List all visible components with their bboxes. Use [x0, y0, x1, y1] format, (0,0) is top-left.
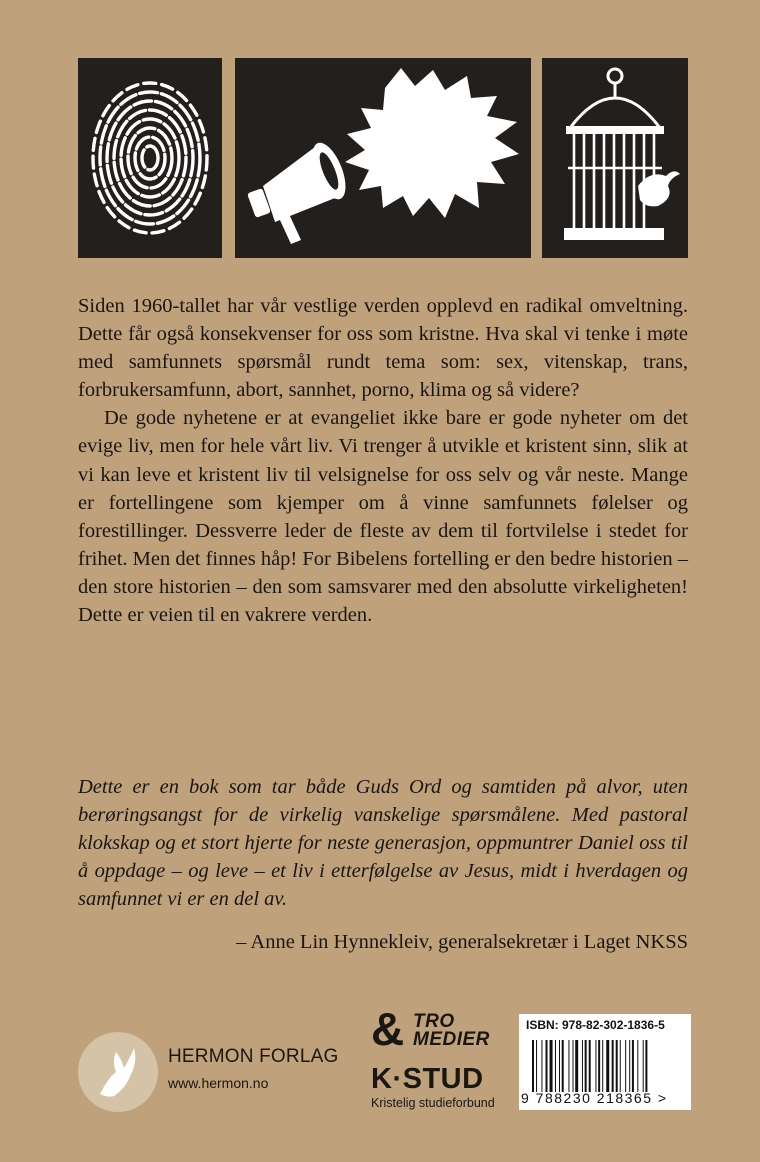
birdcage-dove-icon — [542, 58, 688, 258]
barcode-bar — [573, 1040, 574, 1092]
endorsement-quote: Dette er en bok som tar både Guds Ord og samtiden på alvor, uten berøringsangst for de virkelig vanskelige spørsmålene. Med pastoral klokskap og et stort hjerte for neste generasjon, oppmuntrer Daniel oss til å oppdage – og leve – et liv i etterfølgelse av Jesus, midt i hverdagen og samfunnet vi er en del av. — [78, 776, 688, 911]
barcode-bar — [541, 1040, 542, 1092]
body-text — [78, 292, 688, 629]
barcode-digits: 9 788230 218365 > — [521, 1090, 668, 1106]
barcode-bar — [585, 1040, 587, 1092]
barcode-bar — [582, 1040, 583, 1092]
barcode — [530, 1040, 685, 1092]
barcode-bar — [550, 1040, 553, 1092]
barcode-bar — [598, 1040, 600, 1092]
barcode-bar — [568, 1040, 569, 1092]
megaphone-panel — [235, 58, 531, 258]
tro-line1: TRO — [413, 1011, 455, 1032]
tro-line2: MEDIER — [413, 1029, 490, 1050]
megaphone-speech-bubble-icon — [235, 58, 531, 258]
barcode-bar — [532, 1040, 534, 1092]
barcode-bar — [637, 1040, 638, 1092]
barcode-bar — [629, 1040, 630, 1092]
barcode-bar — [645, 1040, 647, 1092]
publisher-url[interactable]: www.hermon.no — [168, 1075, 269, 1091]
dove-icon — [78, 1032, 158, 1112]
barcode-bar — [536, 1040, 537, 1092]
barcode-bar — [546, 1040, 548, 1092]
barcode-bar — [612, 1040, 614, 1092]
publisher-name: HERMON FORLAG — [168, 1046, 339, 1067]
body-paragraph: De gode nyhetene er at evangeliet ikke bare er gode nyheter om det evige liv, men for hele vårt liv. Vi trenger å utvikle et kristent sinn, slik at vi kan leve et kristent liv til velsignelse for oss selv og vår neste. Mange er fortellingene som kjemper om å vinne samfunnets følelser og forestillinger. Dessverre leder de fleste av dem til fortvilelse i stedet for frihet. Men det finnes håp! For Bibelens fortelling er den bedre historien – den store historien – den som samsvarer med den absolutte virkeligheten! Dette er veien til en vakrere verden. — [78, 407, 688, 627]
barcode-bar — [575, 1040, 578, 1092]
barcode-bar — [616, 1040, 618, 1092]
kstud-subtitle: Kristelig studieforbund — [371, 1096, 495, 1110]
body-paragraph: Siden 1960-tallet har vår vestlige verden opplevd en radikal omveltning. Dette får også konsekvenser for oss som kristne. Hva skal vi tenke i møte med samfunnets spørsmål rundt tema som: sex, vitenskap, trans, forbrukersamfunn, abort, sannhet, porno, klima og så videre? — [78, 295, 688, 402]
barcode-bar — [562, 1040, 564, 1092]
barcode-bar — [643, 1040, 644, 1092]
hermon-logo — [78, 1032, 158, 1112]
fingerprint-panel — [78, 58, 222, 258]
isbn-label: ISBN: 978-82-302-1836-5 — [526, 1018, 665, 1032]
barcode-bar — [555, 1040, 556, 1092]
barcode-bar — [595, 1040, 596, 1092]
fingerprint-icon — [78, 58, 222, 258]
barcode-bar — [632, 1040, 634, 1092]
tro-medier-logo — [371, 1003, 491, 1055]
birdcage-panel — [542, 58, 688, 258]
kstud-logo: K·STUD — [371, 1063, 484, 1095]
barcode-bar — [602, 1040, 603, 1092]
barcode-bar — [589, 1040, 591, 1092]
barcode-bar — [625, 1040, 626, 1092]
barcode-bar — [606, 1040, 609, 1092]
tro-ampersand: & — [371, 1003, 405, 1055]
quote-attribution: – Anne Lin Hynnekleiv, generalsekretær i Laget NKSS — [236, 931, 688, 953]
barcode-bar — [620, 1040, 621, 1092]
barcode-bar — [559, 1040, 560, 1092]
